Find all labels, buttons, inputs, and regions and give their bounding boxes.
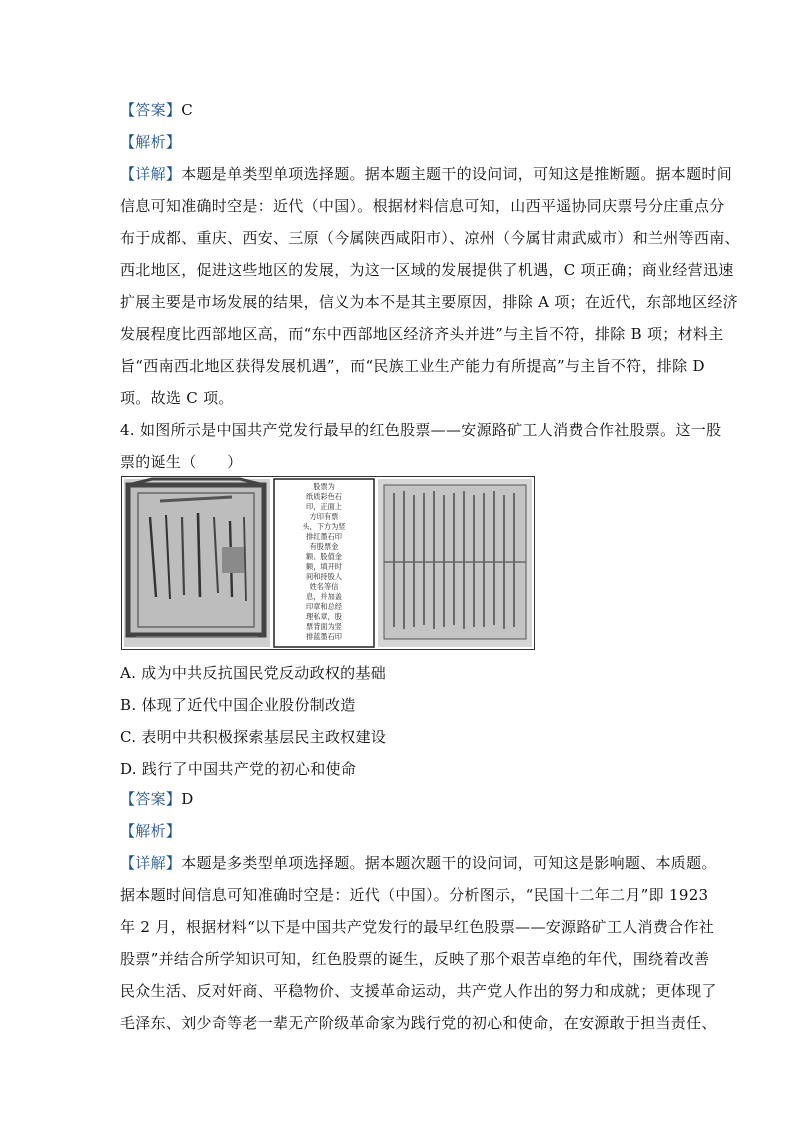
detail-line: 旨“西南西北地区获得发展机遇”，而“民族工业生产能力有所提高”与主旨不符，排除 D	[120, 357, 705, 375]
answer-value: C	[181, 101, 193, 119]
answer-line-1	[120, 100, 193, 120]
answer-tag: 【答案】	[120, 101, 182, 119]
detail-line: 民众生活、反对奸商、平稳物价、支援革命运动，共产党人作出的努力和成就；更体现了	[120, 982, 717, 1000]
detail-line: 年 2 月，根据材料“以下是中国共产党发行的最早红色股票——安源路矿工人消费合作社	[120, 918, 715, 936]
detail-line: 据本题时间信息可知准确时空是：近代（中国）。分析图示，“民国十二年二月”即 1923	[120, 886, 709, 904]
detail-line: 【详解】本题是单类型单项选择题。据本题主题干的设问词，可知这是推断题。据本题时间	[120, 165, 733, 183]
detail-tag: 【详解】	[120, 854, 182, 872]
question-stem: 票的诞生（ ）	[120, 453, 243, 471]
detail-line: 股票”并结合所学知识可知，红色股票的诞生，反映了那个艰苦卓绝的年代，围绕着改善	[120, 950, 710, 968]
option-c: C. 表明中共积极探索基层民主政权建设	[120, 728, 387, 746]
svg-text:股票为: 股票为	[313, 482, 335, 491]
detail-line: 毛泽东、刘少奇等老一辈无产阶级革命家为践行党的初心和使命，在安源敢于担当责任、	[120, 1014, 717, 1032]
detail-line: 信息可知准确时空是：近代（中国）。根据材料信息可知，山西平遥协同庆票号分庄重点分	[120, 197, 725, 215]
svg-text:印章和总经: 印章和总经	[306, 602, 342, 611]
option-a: A. 成为中共反抗国民党反动政权的基础	[120, 664, 387, 682]
analysis-tag: 【解析】	[120, 822, 182, 840]
detail-line: 扩展主要是市场发展的结果，信义为本不是其主要原因，排除 A 项；在近代，东部地区经济	[120, 293, 738, 311]
svg-text:额，填开时: 额，填开时	[306, 562, 342, 571]
option-d: D. 践行了中国共产党的初心和使命	[120, 760, 357, 778]
svg-text:姓名等信: 姓名等信	[309, 582, 339, 591]
detail-line: 项。故选 C 项。	[120, 389, 234, 407]
option-b: B. 体现了近代中国企业股份制改造	[120, 696, 356, 714]
detail-line: 西北地区，促进这些地区的发展，为这一区域的发展提供了机遇，C 项正确；商业经营迅速	[120, 261, 734, 279]
svg-text:头，下方为竖: 头，下方为竖	[302, 522, 346, 531]
answer-line-2	[120, 789, 194, 809]
svg-text:排红墨石印: 排红墨石印	[306, 532, 342, 541]
detail-line: 【详解】本题是多类型单项选择题。据本题次题干的设问词，可知这是影响题、本质题。	[120, 854, 717, 872]
detail-line: 发展程度比西部地区高，而“东中西部地区经济齐头并进”与主旨不符，排除 B 项；材料主	[120, 325, 724, 343]
svg-text:票背面为竖: 票背面为竖	[306, 622, 342, 631]
svg-text:间和持股人: 间和持股人	[306, 572, 342, 581]
svg-text:纸质彩色石: 纸质彩色石	[306, 492, 342, 501]
svg-text:理私章，股: 理私章，股	[306, 612, 342, 621]
answer-tag: 【答案】	[120, 790, 182, 808]
svg-text:方印有票: 方印有票	[309, 512, 339, 521]
svg-text:息，并加盖: 息，并加盖	[306, 592, 342, 601]
stock-certificate-figure	[121, 476, 535, 650]
analysis-tag: 【解析】	[120, 133, 182, 151]
detail-tag: 【详解】	[120, 165, 182, 183]
svg-text:额、股值金: 额、股值金	[306, 552, 342, 561]
detail-line: 布于成都、重庆、西安、三原（今属陕西咸阳市）、凉州（今属甘肃武威市）和兰州等西南、	[120, 229, 740, 247]
svg-text:印，正面上: 印，正面上	[306, 502, 342, 511]
svg-text:有股票金: 有股票金	[309, 542, 339, 551]
svg-text:排蓝墨石印: 排蓝墨石印	[306, 632, 342, 641]
answer-value: D	[181, 790, 194, 808]
question-stem: 4. 如图所示是中国共产党发行最早的红色股票——安源路矿工人消费合作社股票。这一股	[120, 421, 722, 439]
